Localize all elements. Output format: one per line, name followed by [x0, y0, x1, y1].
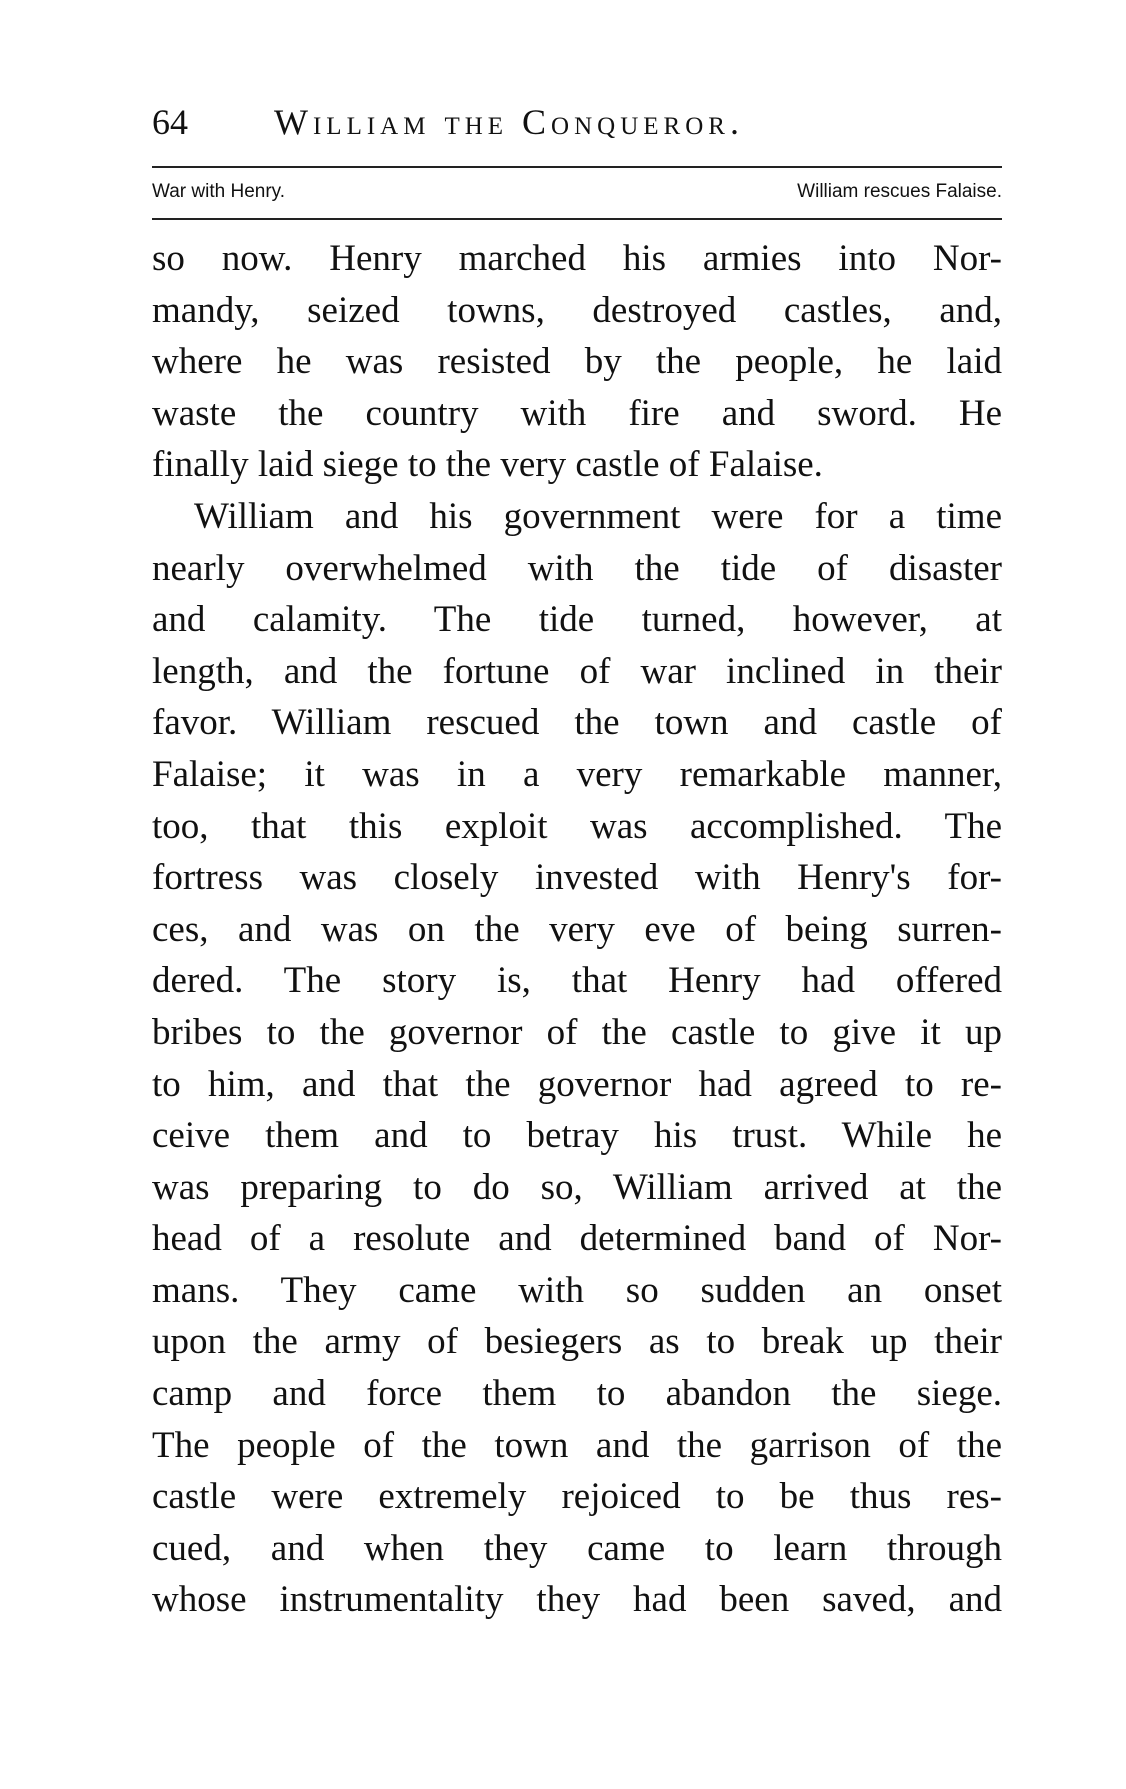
text-line: dered. The story is, that Henry had offered [152, 960, 1002, 1002]
text-line: ces, and was on the very eve of being surren- [152, 908, 1002, 950]
text-line: where he was resisted by the people, he laid [152, 341, 1002, 383]
text-line: camp and force them to abandon the siege. [152, 1373, 1002, 1415]
book-title: William the Conqueror. [274, 102, 744, 142]
text-line: mandy, seized towns, destroyed castles, and, [152, 289, 1002, 331]
text-line: mans. They came with so sudden an onset [152, 1269, 1002, 1311]
section-head-right: William rescues Falaise. [797, 181, 1002, 202]
text-line: castle were extremely rejoiced to be thus res- [152, 1476, 1002, 1518]
text-line: to him, and that the governor had agreed to re- [152, 1063, 1002, 1105]
text-line: waste the country with fire and sword. He [152, 392, 1002, 434]
text-line: length, and the fortune of war inclined in their [152, 650, 1002, 692]
running-head [152, 100, 1002, 160]
text-line: was preparing to do so, William arrived at the [152, 1166, 1002, 1208]
text-line: Falaise; it was in a very remarkable manner, [152, 753, 1002, 795]
text-line: so now. Henry marched his armies into Nor- [152, 238, 1002, 279]
text-line: William and his government were for a time [194, 495, 1002, 537]
header-rule-top [152, 166, 1002, 168]
page-number: 64 [152, 102, 188, 142]
text-line: finally laid siege to the very castle of Falaise. [152, 444, 823, 486]
body-text [152, 233, 1002, 1626]
text-line: fortress was closely invested with Henry's for- [152, 857, 1002, 899]
text-line: upon the army of besiegers as to break up their [152, 1321, 1002, 1363]
text-line: bribes to the governor of the castle to give it up [152, 1011, 1002, 1053]
text-line: The people of the town and the garrison of the [152, 1424, 1002, 1466]
text-line: favor. William rescued the town and castle of [152, 702, 1002, 744]
text-line: cued, and when they came to learn through [152, 1527, 1002, 1569]
section-head-left: War with Henry. [152, 181, 286, 202]
header-rule-bottom [152, 218, 1002, 220]
text-line: ceive them and to betray his trust. While he [152, 1115, 1002, 1157]
text-line: too, that this exploit was accomplished. The [152, 805, 1002, 847]
text-line: whose instrumentality they had been saved, and [152, 1579, 1002, 1621]
text-line: nearly overwhelmed with the tide of disaster [152, 547, 1002, 589]
text-line: and calamity. The tide turned, however, at [152, 599, 1002, 641]
text-line: head of a resolute and determined band of Nor- [152, 1218, 1002, 1260]
